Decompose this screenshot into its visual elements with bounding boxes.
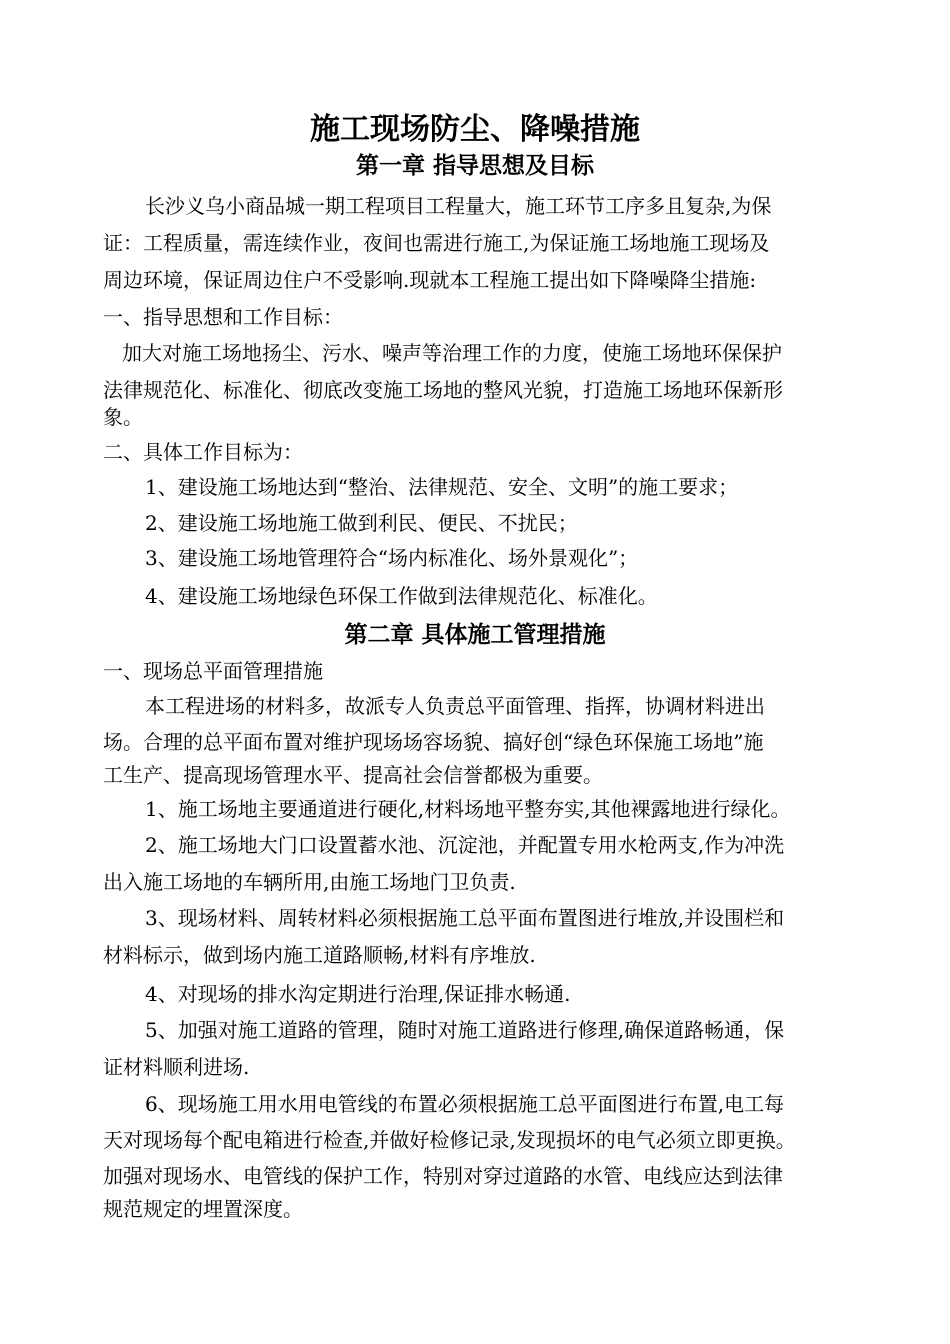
paragraph-line: 加大对施工场地扬尘、污水、噪声等治理工作的力度，使施工场地环保保护 [122,341,782,365]
list-item-continuation: 材料标示，做到场内施工道路顺畅,材料有序堆放. [103,943,536,967]
list-item: 2、建设施工场地施工做到利民、便民、不扰民； [145,511,578,535]
paragraph-line: 周边环境，保证周边住户不受影响.现就本工程施工提出如下降噪降尘措施: [103,268,757,292]
document-title: 施工现场防尘、降噪措施 [310,112,640,147]
list-item-continuation: 规范规定的埋置深度。 [103,1197,303,1221]
section-heading: 二、具体工作目标为： [103,440,303,464]
list-item: 3、建设施工场地管理符合“场内标准化、场外景观化”； [145,546,639,570]
paragraph-line: 长沙义乌小商品城一期工程项目工程量大，施工环节工序多且复杂,为保 [145,194,772,218]
paragraph-line: 象。 [103,405,143,429]
chapter-1-heading: 第一章 指导思想及目标 [355,152,594,179]
list-item: 2、施工场地大门口设置蓄水池、沉淀池，并配置专用水枪两支,作为冲洗 [145,833,785,857]
paragraph-line: 法律规范化、标准化、彻底改变施工场地的整风光貌，打造施工场地环保新形 [103,378,783,402]
list-item-continuation: 出入施工场地的车辆所用,由施工场地门卫负责. [103,870,516,894]
paragraph-line: 场。合理的总平面布置对维护现场场容场貌、搞好创“绿色环保施工场地”施 [103,730,764,754]
chapter-2-heading: 第二章 具体施工管理措施 [344,621,606,648]
list-item: 3、现场材料、周转材料必须根据施工总平面布置图进行堆放,并设围栏和 [145,906,785,930]
section-heading: 一、现场总平面管理措施 [103,659,323,683]
paragraph-line: 工生产、提高现场管理水平、提高社会信誉都极为重要。 [103,763,603,787]
list-item-continuation: 加强对现场水、电管线的保护工作，特别对穿过道路的水管、电线应达到法律 [103,1164,783,1188]
list-item: 1、施工场地主要通道进行硬化,材料场地平整夯实,其他裸露地进行绿化。 [145,797,791,821]
list-item: 4、对现场的排水沟定期进行治理,保证排水畅通. [145,982,571,1006]
list-item-continuation: 证材料顺利进场. [103,1055,250,1079]
paragraph-line: 证：工程质量，需连续作业，夜间也需进行施工,为保证施工场地施工现场及 [103,231,770,255]
section-heading: 一、指导思想和工作目标： [103,305,343,329]
list-item: 1、建设施工场地达到“整治、法律规范、安全、文明”的施工要求； [145,475,739,499]
list-item: 5、加强对施工道路的管理，随时对施工道路进行修理,确保道路畅通，保 [145,1018,785,1042]
list-item: 4、建设施工场地绿色环保工作做到法律规范化、标准化。 [145,584,658,608]
list-item: 6、现场施工用水用电管线的布置必须根据施工总平面图进行布置,电工每 [145,1092,785,1116]
list-item-continuation: 天对现场每个配电箱进行检查,并做好检修记录,发现损坏的电气必须立即更换。 [103,1128,796,1152]
paragraph-line: 本工程进场的材料多，故派专人负责总平面管理、指挥，协调材料进出 [145,694,765,718]
